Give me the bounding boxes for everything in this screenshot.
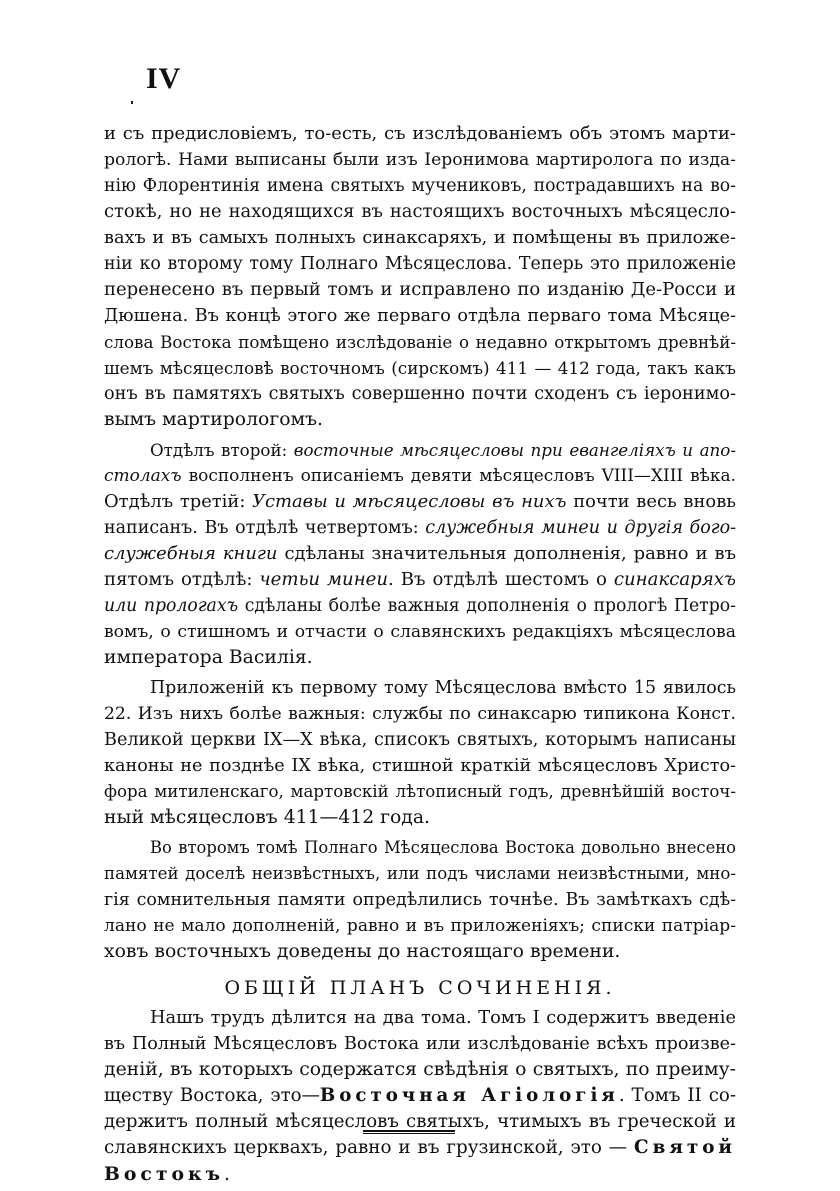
italic-term: или прологахъ (104, 596, 239, 616)
text-line (104, 567, 736, 593)
text-line: памятей доселѣ неизвѣстныхъ, или подъ числами неизвѣстными, мно- (104, 864, 736, 883)
text-line: ный мѣсяцесловъ 411—412 года. (104, 807, 431, 828)
text-line: Приложеній къ первому тому Мѣсяцеслова вмѣсто 15 явилось (150, 678, 736, 698)
text-line: вомъ, о стишномъ и отчасти о славянскихъ редакціяхъ мѣсяцеслова (104, 622, 736, 642)
section-heading: ОБЩІЙ ПЛАНЪ СОЧИНЕНІЯ. (224, 977, 616, 999)
page-number: IV (146, 62, 182, 95)
text-line: Великой церкви IX—X вѣка, списокъ святыхъ, которымъ написаны (104, 730, 736, 750)
italic-term: четьи минеи (259, 569, 389, 590)
text-line: Нашъ трудъ дѣлится на два тома. Томъ I содержитъ введеніе (150, 1007, 736, 1028)
body-text (104, 121, 736, 1187)
text-run: Отдѣлъ третій: (104, 491, 253, 512)
text-line: Во второмъ томѣ Полнаго Мѣсяцеслова Востока довольно внесено (150, 838, 736, 857)
text-run: славянскихъ церквахъ, равно и въ грузинской, это — (104, 1137, 635, 1158)
text-line: фора митиленскаго, мартовскій лѣтописный годъ, древнѣйшій восточ- (104, 782, 736, 801)
text-line: шемъ мѣсяцесловѣ восточномъ (сирскомъ) 411 — 412 года, такъ какъ (104, 358, 736, 378)
spaced-title: Востокъ (104, 1163, 224, 1185)
text-run: почти весь вновь (566, 491, 737, 512)
text-line (104, 437, 736, 463)
spaced-title: Святой (634, 1137, 736, 1158)
text-line (104, 1135, 736, 1161)
text-line: нію Флорентинія имена святыхъ мучениковъ, пострадавшихъ на во- (104, 176, 736, 196)
text-line: гія сомнительныя памяти опредѣлились точнѣе. Въ замѣткахъ сдѣ- (104, 890, 736, 910)
text-run: . (223, 1164, 230, 1185)
text-line: держитъ полный мѣсяцесловъ святыхъ, чтимыхъ въ греческой и (104, 1111, 736, 1132)
text-run: Отдѣлъ второй: (150, 440, 294, 460)
text-line: ніи ко второму тому Полнаго Мѣсяцеслова. Теперь это приложеніе (104, 254, 736, 274)
text-line: вымъ мартирологомъ. (104, 409, 324, 430)
text-line: императора Василія. (104, 647, 313, 668)
text-line (104, 1083, 736, 1109)
text-line: стокѣ, но не находящихся въ настоящихъ восточныхъ мѣсяцесло- (104, 201, 736, 222)
text-line: перенесено въ первый томъ и исправлено по изданію Де-Росси и (104, 279, 736, 300)
italic-term: Уставы и мѣсяцесловы въ нихъ (252, 491, 567, 512)
text-run: сдѣланы болѣе важныя дополненія о прологѣ Петро- (238, 596, 736, 616)
text-line: деній, въ которыхъ содержатся свѣдѣнія о святыхъ, по преиму- (104, 1059, 736, 1080)
text-line (104, 541, 736, 567)
italic-term: восточные мѣсяцесловы при евангеліяхъ и апо- (293, 440, 736, 460)
print-speck (131, 101, 133, 104)
text-line (104, 593, 736, 619)
text-run: написанъ. Въ отдѣлѣ четвертомъ: (104, 518, 426, 538)
text-run: сдѣланы значительныя дополненія, равно и въ (277, 543, 736, 564)
text-run: пятомъ отдѣлѣ: (104, 569, 260, 590)
text-line: вахъ и въ самыхъ полныхъ синаксаряхъ, и помѣщены въ приложе- (104, 228, 736, 248)
text-line (104, 1161, 736, 1187)
text-line: каноны не позднѣе IX вѣка, стишной краткій мѣсяцесловъ Христо- (104, 756, 736, 776)
paragraph-plan (104, 1005, 736, 1187)
paragraph-3 (104, 675, 736, 831)
italic-term: синаксаряхъ (613, 569, 736, 590)
italic-term: столахъ (104, 466, 182, 486)
text-run: . Томъ II со- (618, 1085, 736, 1106)
closing-rule (363, 1130, 455, 1134)
text-run: восполненъ описаніемъ девяти мѣсяцесловъ VIII—XIII вѣка. (181, 466, 736, 486)
text-line (104, 489, 736, 515)
text-line: Дюшена. Въ концѣ этого же перваго отдѣла перваго тома Мѣсяце- (104, 306, 736, 326)
italic-term: служебныя книги (104, 543, 278, 564)
text-line: лано не мало дополненій, равно и въ приложеніяхъ; списки патріар- (104, 916, 736, 936)
paragraph-4 (104, 835, 736, 965)
text-line (104, 463, 736, 489)
text-line: рологѣ. Нами выписаны были изъ Іеронимова мартиролога по изда- (104, 150, 736, 170)
section-gap (104, 965, 736, 975)
paragraph-1 (104, 121, 736, 433)
text-line: въ Полный Мѣсяцесловъ Востока или изслѣдованіе всѣхъ произве- (104, 1034, 736, 1054)
text-line: онъ въ памятяхъ святыхъ совершенно почти сходенъ съ іеронимо- (104, 384, 736, 404)
italic-term: служебныя минеи и другія бого- (425, 518, 736, 538)
text-line: слова Востока помѣщено изслѣдованіе о недавно открытомъ древнѣй- (104, 332, 736, 352)
paragraph-2 (104, 437, 736, 671)
spaced-title: Восточная Агіологія (319, 1085, 619, 1106)
text-line: ховъ восточныхъ доведены до настоящаго времени. (104, 941, 621, 962)
text-line: и съ предисловіемъ, то-есть, съ изслѣдованіемъ объ этомъ марти- (104, 123, 736, 144)
text-run: ществу Востока, это— (104, 1085, 320, 1106)
text-line: 22. Изъ нихъ болѣе важныя: службы по синаксарю типикона Конст. (104, 704, 736, 724)
text-line (104, 515, 736, 541)
text-run: . Въ отдѣлѣ шестомъ о (388, 569, 614, 590)
